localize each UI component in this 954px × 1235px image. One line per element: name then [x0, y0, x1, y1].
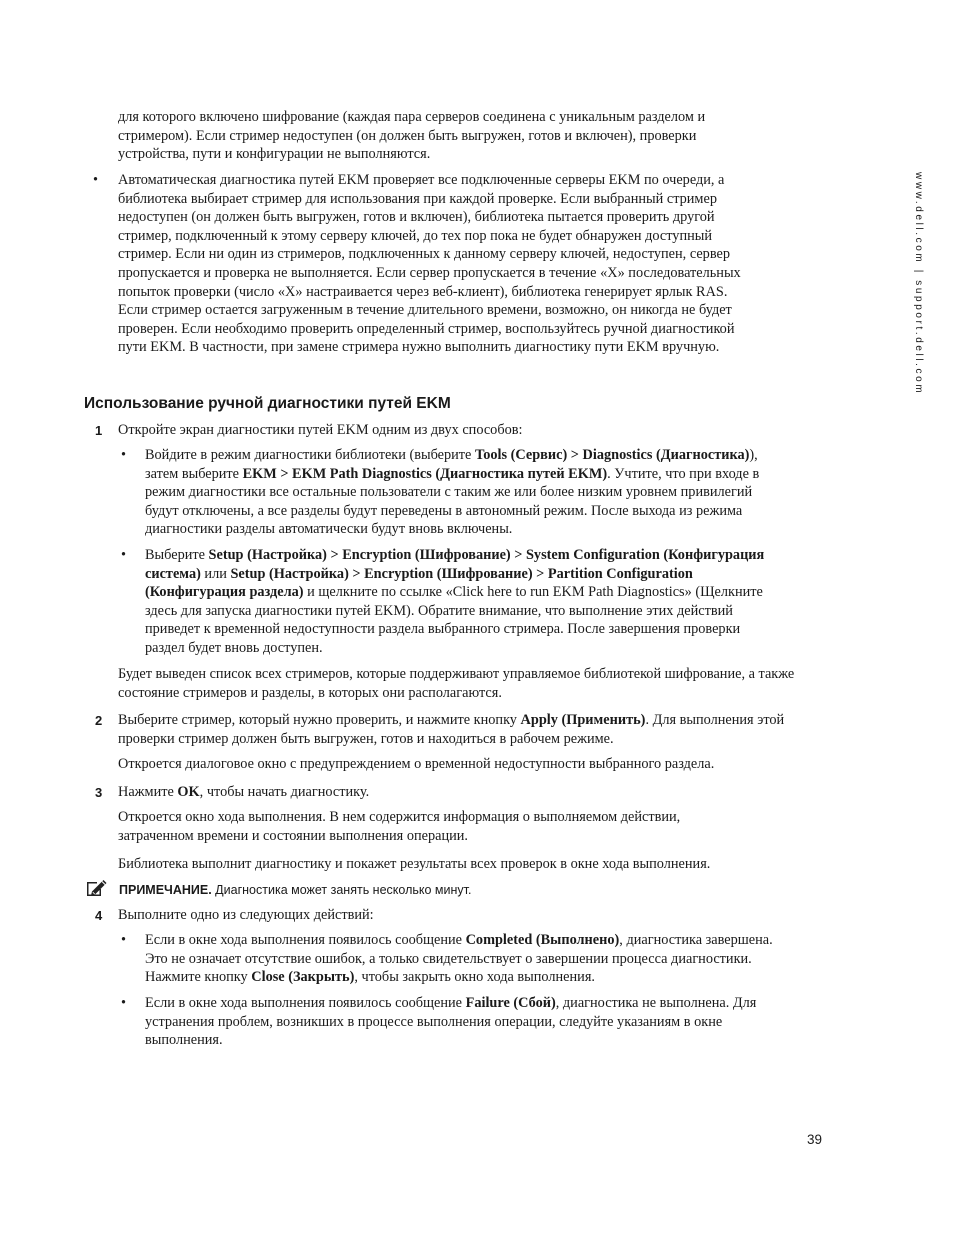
apply-button-label: Apply (Применить): [520, 712, 646, 728]
step-4-bullet-failure: [145, 994, 775, 1050]
text-run: или: [200, 565, 231, 582]
step-1-bullet-diagnostics-mode: [145, 446, 765, 539]
bullet-marker: •: [121, 995, 127, 1011]
text-run: Если в окне хода выполнения появилось сообщение: [145, 932, 466, 948]
step-3-result-1: [118, 808, 758, 845]
text-run: Выберите стример, который нужно проверить, и нажмите кнопку: [118, 712, 521, 728]
step-1-text: [118, 421, 778, 440]
close-button-label: Close (Закрыть): [251, 969, 355, 986]
text-run: , чтобы закрыть окно хода выполнения.: [354, 969, 595, 986]
text-run: Войдите в режим диагностики библиотеки (выберите: [145, 447, 475, 463]
note: [119, 883, 779, 897]
bullet-marker: •: [121, 547, 127, 563]
ok-button-label: OK: [177, 784, 200, 800]
bullet-auto-diagnostics: [118, 171, 758, 357]
note-pencil-icon: [86, 879, 108, 902]
step-2-result: [118, 755, 798, 774]
bullet-marker: •: [93, 172, 99, 188]
text-run: и щелкните по ссылке «Click here to run EKM Path Diagnostics» (Щелкните здесь для запуска диагностики путей EKM). Обратите внимание, что выполнение этих действий приведет к временной недоступности раздела выбранного стримера. После завершения проверки раздел будет вновь доступен.: [145, 584, 763, 656]
section-heading: Использование ручной диагностики путей EKM: [84, 395, 451, 412]
note-label: ПРИМЕЧАНИЕ.: [119, 883, 212, 897]
menu-path-system-configuration: Setup (Настройка) > Encryption (Шифрование) > System Configuration (Конфигурация система): [145, 547, 765, 582]
step-4-bullet-completed: [145, 931, 775, 987]
step-1-intro: Откройте экран диагностики путей EKM одним из двух способов:: [118, 422, 523, 438]
step-1-bullet-setup-encryption: [145, 546, 765, 658]
text-run: ), затем выберите: [145, 447, 758, 482]
step-2-text: [118, 711, 798, 748]
sidebar-url: [908, 172, 928, 412]
step-1-result-text: Будет выведен список всех стримеров, которые поддерживают управляемое библиотекой шифрование, а также состояние стримеров и разделы, в которых они располагаются.: [118, 666, 795, 701]
paragraph-text: для которого включено шифрование (каждая пара серверов соединена с уникальным разделом и стримером). Если стример недоступен (он должен быть выгружен, готов и включен), проверки устройства, пути и конфигурации не выполняются.: [118, 109, 706, 163]
text-run: . Для выполнения этой проверки стример должен быть выгружен, готов и находиться в рабочем режиме.: [118, 712, 785, 747]
step-3-result-2: [118, 855, 798, 874]
menu-path-partition-configuration: Setup (Настройка) > Encryption (Шифрование) > Partition Configuration (Конфигурация раздела): [145, 565, 693, 601]
step-3-result-text: Откроется окно хода выполнения. В нем содержится информация о выполняемом действии, затраченном времени и состоянии выполнения операции.: [118, 809, 681, 844]
status-completed: Completed (Выполнено): [465, 932, 620, 948]
step-number-2: 2: [95, 713, 103, 728]
bullet-marker: •: [121, 447, 127, 463]
step-4-text: [118, 906, 798, 925]
step-number-4: 4: [95, 908, 103, 923]
text-run: Выберите: [145, 547, 209, 563]
bullet-text: Автоматическая диагностика путей EKM проверяет все подключенные серверы EKM по очереди, а библиотека выбирает стример для использования при каждой проверке. Если выбранный стример недоступен (он должен быть выгружен, готов и включен), библиотека пытается проверить другой стример, подключенный к этому серверу ключей, до тех пор пока не будет обнаружен доступный стример. Если ни один из стримеров, подключенных к данному серверу ключей, недоступен, сервер пропускается и проверка не выполняется. Если сервер пропускается в течение «X» последовательных попыток проверки (число «X» настраивается через веб-клиент), библиотека генерирует ярлык RAS. Если стример остается загруженным в течение длительного времени, возможно, он никогда не будет проверен. Если необходимо проверить определенный стример, воспользуйтесь ручной диагностикой пути EKM. В частности, при замене стримера нужно выполнить диагностику пути EKM вручную.: [118, 172, 741, 356]
note-text: Диагностика может занять несколько минут.: [211, 883, 472, 897]
step-2-result-text: Откроется диалоговое окно с предупреждением о временной недоступности выбранного раздела.: [118, 756, 715, 772]
text-run: , диагностика завершена. Это не означает отсутствие ошибок, а только свидетельствует о завершении процесса диагностики. Нажмите кнопку: [145, 932, 773, 986]
status-failure: Failure (Сбой): [465, 995, 556, 1011]
step-number-1: 1: [95, 423, 103, 438]
step-4-intro: Выполните одно из следующих действий:: [118, 907, 374, 923]
page-number: 39: [807, 1132, 823, 1147]
paragraph-continuation: [118, 108, 758, 164]
step-3-result-text-2: Библиотека выполнит диагностику и покажет результаты всех проверок в окне хода выполнения.: [118, 856, 711, 872]
text-run: Нажмите: [118, 784, 178, 800]
bullet-marker: •: [121, 932, 127, 948]
step-1-result: [118, 665, 798, 702]
menu-path-tools-diagnostics: Tools (Сервис) > Diagnostics (Диагностика): [474, 447, 750, 463]
text-run: , чтобы начать диагностику.: [199, 784, 370, 800]
step-3-text: [118, 783, 798, 802]
step-number-3: 3: [95, 785, 103, 800]
sidebar-url-text: www.dell.com | support.dell.com: [913, 172, 924, 396]
text-run: . Учтите, что при входе в режим диагностики все остальные пользователи с таким же или более низким уровнем привилегий будут отключены, а все разделы будут переведены в автономный режим. После выхода из режима диагностики разделы автоматически будут вновь включены.: [145, 465, 760, 538]
text-run: , диагностика не выполнена. Для устранения проблем, возникших в процессе выполнения операции, следуйте указаниям в окне выполнения.: [145, 995, 757, 1049]
text-run: Если в окне хода выполнения появилось сообщение: [145, 995, 466, 1011]
menu-path-ekm-path-diagnostics: EKM > EKM Path Diagnostics (Диагностика путей EKM): [242, 465, 608, 482]
